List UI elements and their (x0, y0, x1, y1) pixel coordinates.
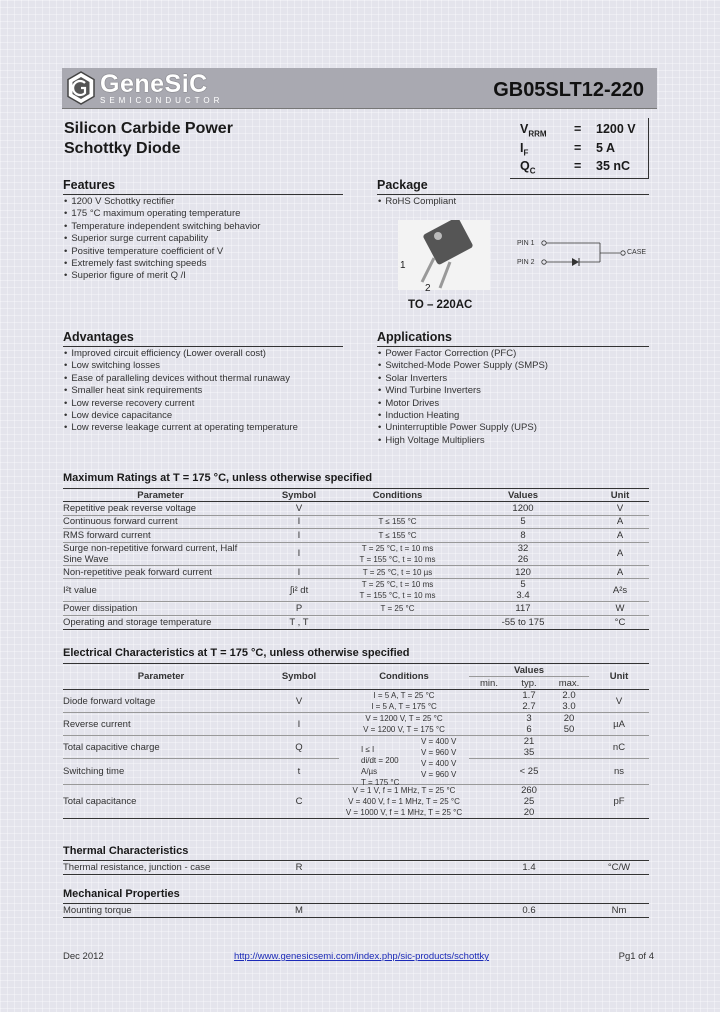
table-row: Operating and storage temperature T , T -55 to 175 °C (63, 615, 649, 629)
spec-if: $I_F$ = 5 A (520, 141, 615, 158)
list-item: • Switched-Mode Power Supply (SMPS) (378, 360, 648, 372)
list-item: • Low device capacitance (64, 410, 364, 422)
applications-list (378, 348, 648, 447)
spec-vrrm: $V_{RRM}$ = 1200 V (520, 122, 636, 139)
advantages-heading: Advantages (63, 330, 343, 347)
features-list (64, 196, 354, 283)
mechanical-table (63, 904, 649, 918)
pin2-label: PIN 2 (517, 259, 535, 266)
footer-date: Dec 2012 (63, 951, 104, 962)
table-row: Power dissipation P T = 25 °C 117 W (63, 602, 649, 616)
max-ratings-heading: Maximum Ratings at T = 175 °C, unless otherwise specified (63, 472, 373, 484)
logo-name: GeneSiC (100, 70, 208, 98)
list-item: • 175 °C maximum operating temperature (64, 208, 354, 220)
list-item: • Positive temperature coefficient of V (64, 246, 354, 258)
title-line-2: Schottky Diode (64, 140, 181, 157)
table-row: Thermal resistance, junction - case R 1.4 °C/W (63, 861, 649, 874)
table-row: RMS forward current I T ≤ 155 °C 8 A (63, 529, 649, 543)
list-item: • High Voltage Multipliers (378, 435, 648, 447)
charge-conditions-right: V = 400 V V = 960 V V = 400 V V = 960 V (421, 737, 457, 779)
list-item: • Extremely fast switching speeds (64, 258, 354, 270)
part-number: GB05SLT12-220 (493, 79, 644, 101)
list-item: • Low reverse recovery current (64, 398, 364, 410)
features-heading: Features (63, 178, 343, 195)
genesic-logo (66, 70, 223, 105)
list-item: • Solar Inverters (378, 373, 648, 385)
list-item: • Smaller heat sink requirements (64, 385, 364, 397)
electrical-heading: Electrical Characteristics at T = 175 °C, unless otherwise specified (63, 647, 410, 659)
table-row: Continuous forward current I T ≤ 155 °C 5 A (63, 515, 649, 529)
list-item: • Motor Drives (378, 398, 648, 410)
list-item: • RoHS Compliant (378, 196, 638, 208)
list-item: • 1200 V Schottky rectifier (64, 196, 354, 208)
logo-subtitle: SEMICONDUCTOR (100, 96, 224, 105)
table-header-row: Parameter Symbol Conditions Values Unit (63, 489, 649, 502)
list-item: • Superior figure of merit Q /I (64, 270, 354, 282)
package-heading: Package (377, 178, 649, 195)
to220-package-image (398, 220, 490, 290)
mechanical-heading: Mechanical Properties (63, 888, 649, 904)
hexagon-logo-icon (66, 71, 96, 105)
pin1-label: PIN 1 (517, 240, 535, 247)
footer-url-link[interactable]: http://www.genesicsemi.com/index.php/sic-products/schottky (234, 951, 490, 962)
package-list (378, 196, 638, 208)
list-item: • Improved circuit efficiency (Lower overall cost) (64, 348, 364, 360)
charge-conditions-left: I ≤ I di/dt = 200 A/µs T = 175 °C (361, 745, 400, 787)
table-row: Non-repetitive peak forward current I T = 25 °C, t = 10 µs 120 A (63, 565, 649, 579)
list-item: • Low reverse leakage current at operating temperature (64, 422, 364, 434)
list-item: • Induction Heating (378, 410, 648, 422)
product-title (64, 119, 233, 159)
table-row: Repetitive peak reverse voltage V 1200 V (63, 502, 649, 516)
table-subheader-row: min. typ. max. (63, 677, 649, 690)
package-name: TO – 220AC (408, 299, 473, 311)
table-row: Total capacitive charge Q I ≤ I di/dt = 200 A/µs T = 175 °C V = 400 V V = 960 V V = 400 V V = 960 V 21 35 nC (63, 736, 649, 759)
advantages-list (64, 348, 364, 435)
list-item: • Temperature independent switching behavior (64, 221, 354, 233)
case-label: CASE (627, 249, 647, 256)
diode-schematic-icon (540, 238, 630, 270)
footer-page-number: Pg1 of 4 (618, 951, 654, 962)
max-ratings-table (63, 488, 649, 630)
table-row: Switching time t < 25 ns (63, 759, 649, 785)
lead-label-2: 2 (425, 283, 431, 294)
key-specs-box (510, 118, 649, 179)
title-line-1: Silicon Carbide Power (64, 120, 233, 137)
list-item: • Uninterruptible Power Supply (UPS) (378, 422, 648, 434)
table-row: Total capacitance C V = 1 V, f = 1 MHz, T = 25 °C V = 400 V, f = 1 MHz, T = 25 °C V = 1000 V, f = 1 MHz, T = 25 °C 260 25 20 pF (63, 785, 649, 819)
list-item: • Low switching losses (64, 360, 364, 372)
table-row: I²t value ∫i² dt T = 25 °C, t = 10 ms T = 155 °C, t = 10 ms 5 3.4 A²s (63, 579, 649, 602)
table-header-row: Parameter Symbol Conditions Values Unit (63, 664, 649, 677)
spec-qc: $Q_C$ = 35 nC (520, 159, 631, 176)
table-row: Surge non-repetitive forward current, Half Sine Wave I T = 25 °C, t = 10 ms T = 155 °C, t = 10 ms 32 26 A (63, 542, 649, 565)
list-item: • Wind Turbine Inverters (378, 385, 648, 397)
table-row: Reverse current I V = 1200 V, T = 25 °C V = 1200 V, T = 175 °C 3 6 20 50 µA (63, 713, 649, 736)
list-item: • Superior surge current capability (64, 233, 354, 245)
thermal-table (63, 861, 649, 875)
applications-heading: Applications (377, 330, 649, 347)
thermal-heading: Thermal Characteristics (63, 845, 649, 861)
electrical-table (63, 663, 649, 819)
table-row: Mounting torque M 0.6 Nm (63, 904, 649, 917)
list-item: • Power Factor Correction (PFC) (378, 348, 648, 360)
list-item: • Ease of paralleling devices without thermal runaway (64, 373, 364, 385)
table-row: Diode forward voltage V I = 5 A, T = 25 °C I = 5 A, T = 175 °C 1.7 2.7 2.0 3.0 V (63, 690, 649, 713)
package-drawing-icon (398, 220, 490, 290)
lead-label-1: 1 (400, 260, 406, 271)
